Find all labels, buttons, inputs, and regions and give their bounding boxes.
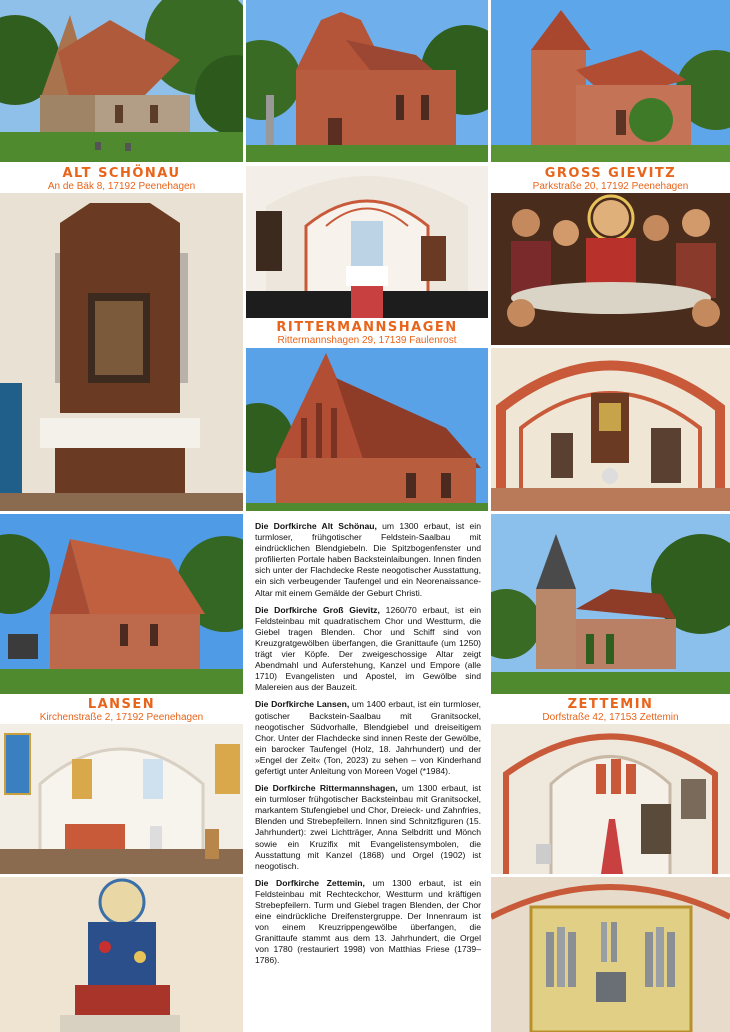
photo-gross-gievitz-painting <box>491 193 730 345</box>
church-name-alt-schoenau: ALT SCHÖNAU <box>62 166 181 181</box>
description-lead: Die Dorfkirche Groß Gievitz, <box>255 604 380 615</box>
description-lead: Die Dorfkirche Zettemin, <box>255 877 365 888</box>
description-body: um 1400 erbaut, ist ein turmloser, gotischer Backstein-Saalbau mit Granitsockel, neogotischer Südvorhalle, Blendgiebel und dreiseitigem Chor. Unter der Flachdecke sind innen Reste der Gewölbe, ein barocker Taufengel (Holz, 18. Jahrhundert) und der »Engel der Zeit« (Ton, 2023) zu sehen – von Kinderhand gefertigt unter Anleitung von Moreen Vogel (*1984). <box>255 699 481 776</box>
photo-gross-gievitz-exterior <box>491 0 730 162</box>
church-address-zettemin: Dorfstraße 42, 17153 Zettemin <box>542 712 679 723</box>
description-zettemin <box>255 878 481 967</box>
description-rittermannshagen <box>255 783 481 872</box>
photo-gross-gievitz-interior <box>491 348 730 511</box>
photo-zettemin-interior <box>491 724 730 874</box>
church-address-alt-schoenau: An de Bäk 8, 17192 Peenehagen <box>47 181 196 192</box>
description-column <box>255 521 481 973</box>
description-lansen <box>255 699 481 777</box>
description-lead: Die Dorfkirche Lansen, <box>255 699 350 710</box>
church-name-rittermannshagen: RITTERMANNSHAGEN <box>276 320 458 335</box>
photo-alt-schoenau-exterior <box>0 0 243 162</box>
caption-alt-schoenau <box>0 166 243 192</box>
photo-rittermannshagen-exterior-1 <box>246 0 488 162</box>
photo-alt-schoenau-altar <box>0 193 243 511</box>
church-address-lansen: Kirchenstraße 2, 17192 Peenehagen <box>39 712 204 723</box>
description-alt-schoenau <box>255 521 481 599</box>
photo-lansen-exterior <box>0 514 243 694</box>
caption-zettemin <box>491 697 730 723</box>
description-body: um 1300 erbaut, ist ein Feldsteinbau mit Rechteckchor, Westturm und kräftigen Strebepfeilern. Turm und Giebel tragen Blenden, der Chor eine eindrückliche Dreifenstergruppe. Der Innenraum ist von einem Kreuzrippengewölbe überfangen, die Granittaufe stammt aus dem 13. Jahrhundert, die Orgel von 1780 (restauriert 1998) von Matthias Friese (1739–1786). <box>255 877 481 966</box>
description-body: um 1300 erbaut, ist ein turmloser frühgotischer Backsteinbau mit Granitsockel, markantem Stufengiebel und Chor, Dreieck- und Zahnfries, Blenden und Strebepfeilern. Innen sind Schnitzfiguren (15. Jahrhundert): zwei Lichtträger, Anna Selbdritt und Mönch sowie ein Kruzifix mit Evangelistensymbolen, die Ausstattung mit Kanzel (1868) und Orgel (1902) ist neogotisch. <box>255 783 481 871</box>
church-address-rittermannshagen: Rittermannshagen 29, 17139 Faulenrost <box>277 335 457 346</box>
caption-gross-gievitz <box>491 166 730 192</box>
church-name-zettemin: ZETTEMIN <box>567 697 654 712</box>
description-lead: Die Dorfkirche Alt Schönau, <box>255 521 377 531</box>
photo-lansen-clay-angel <box>0 877 243 1032</box>
church-name-gross-gievitz: GROSS GIEVITZ <box>544 166 677 181</box>
photo-lansen-interior <box>0 724 243 874</box>
photo-rittermannshagen-interior <box>246 166 488 318</box>
photo-rittermannshagen-exterior-2 <box>246 348 488 511</box>
church-address-gross-gievitz: Parkstraße 20, 17192 Peenehagen <box>532 181 689 192</box>
church-name-lansen: LANSEN <box>87 697 156 712</box>
description-body: 1260/70 erbaut, ist ein Feldsteinbau mit quadratischem Chor und Westturm, die Giebel tragen Blenden. Chor und Schiff sind von Kreuzgratgewölben überfangen, die Granittaufe (um 1250) trägt vier Köpfe. Der zweigeschossige Altar zeigt Abendmahl und Auferstehung, Kanzel und Empore (alle 1710) Evangelisten und Apostel, im Gewölbe sind Malereien aus der Bauzeit. <box>255 604 481 693</box>
photo-zettemin-exterior <box>491 514 730 694</box>
description-lead: Die Dorfkirche Rittermannshagen, <box>255 783 398 794</box>
description-body: um 1300 erbaut, ist ein turmloser, frühgotischer Feldstein-Saalbau mit eindrücklichen Blendgiebeln. Die Spitzbogenfenster und profilierten Portale haben Backsteinlaibungen. Innen finden sich unter der Flachdecke Reste neogotischer Ausstattung, ein sich verbeugender Taufengel und ein Neorenaissance-Altar mit einem Gemälde der Geburt Christi. <box>255 521 481 598</box>
photo-zettemin-organ <box>491 877 730 1032</box>
description-gross-gievitz <box>255 605 481 694</box>
caption-lansen <box>0 697 243 723</box>
caption-rittermannshagen <box>246 320 488 346</box>
